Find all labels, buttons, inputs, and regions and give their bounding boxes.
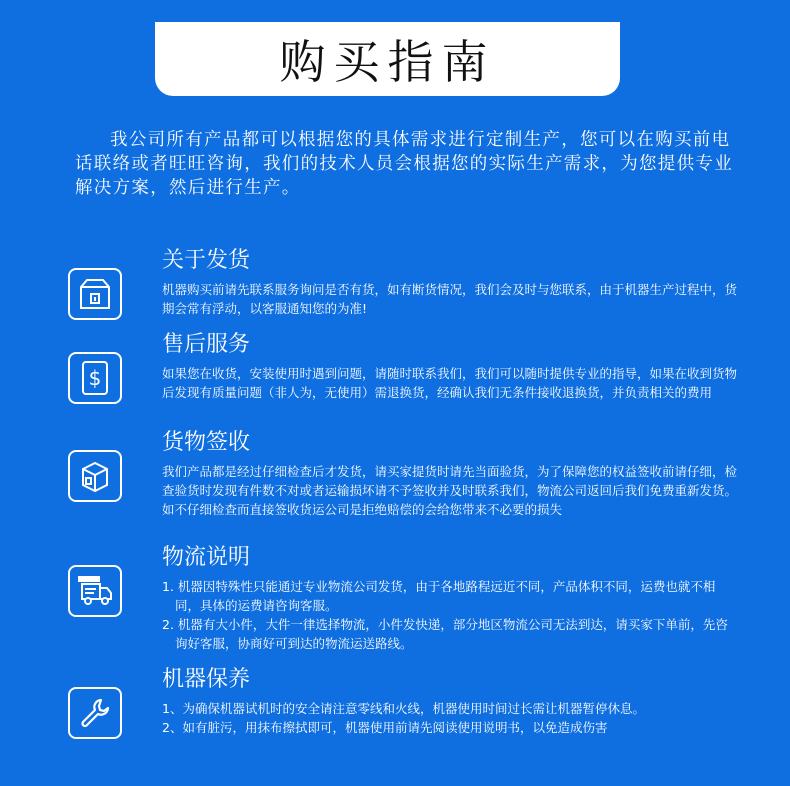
dollar-icon <box>68 352 122 404</box>
section-body <box>162 699 737 737</box>
section-body <box>162 364 737 402</box>
section-paragraph: 1. 机器因特殊性只能通过专业物流公司发货，由于各地路程远近不同，产品体积不同，运费也就不相同，具体的运费请咨询客服。 <box>162 579 716 613</box>
section-paragraph: 1、为确保机器试机时的安全请注意零线和火线，机器使用时间过长需让机器暂停休息。 <box>162 701 645 716</box>
section-title: 物流说明 <box>162 545 251 570</box>
section-title: 关于发货 <box>162 248 251 273</box>
truck-icon <box>68 565 122 617</box>
section-title: 机器保养 <box>162 667 251 692</box>
section-paragraph: 2、如有脏污，用抹布擦拭即可，机器使用前请先阅读使用说明书，以免造成伤害 <box>162 720 608 735</box>
section-title: 售后服务 <box>162 332 251 357</box>
wrench-icon <box>68 687 122 739</box>
title-banner <box>155 22 620 96</box>
svg-text:$: $ <box>88 366 102 390</box>
section-paragraph: 机器购买前请先联系服务询问是否有货，如有断货情况，我们会及时与您联系，由于机器生产过程中，货期会常有浮动，以客服通知您的为准! <box>162 282 738 316</box>
package-icon <box>68 450 122 502</box>
section-paragraph: 如果您在收货，安装使用时遇到问题，请随时联系我们，我们可以随时提供专业的指导，如果在收到货物后发现有质量问题（非人为，无使用）需退换货，经确认我们无条件接收退换货，并负责相关的费用 <box>162 366 738 400</box>
box-icon <box>68 268 122 320</box>
page-title: 购买指南 <box>279 35 496 89</box>
section-paragraph: 我们产品都是经过仔细检查后才发货，请买家提货时请先当面验货，为了保障您的权益签收前请仔细，检查验货时发现有件数不对或者运输损坏请不予签收并及时联系我们，物流公司返回后我们免费重新发货。如不仔细检查而直接签收货运公司是拒绝赔偿的会给您带来不必要的损失 <box>162 464 738 517</box>
intro-text-block <box>75 128 735 200</box>
section-body <box>162 280 737 318</box>
intro-paragraph: 我公司所有产品都可以根据您的具体需求进行定制生产，您可以在购买前电话联络或者旺旺咨询，我们的技术人员会根据您的实际生产需求，为您提供专业解决方案，然后进行生产。 <box>75 130 733 198</box>
section-title: 货物签收 <box>162 430 251 455</box>
section-paragraph: 2. 机器有大小件，大件一律选择物流，小件发快递，部分地区物流公司无法到达，请买家下单前，先咨询好客服，协商好可到达的物流运送路线。 <box>162 617 728 651</box>
section-body <box>162 462 737 519</box>
section-body <box>162 577 737 653</box>
